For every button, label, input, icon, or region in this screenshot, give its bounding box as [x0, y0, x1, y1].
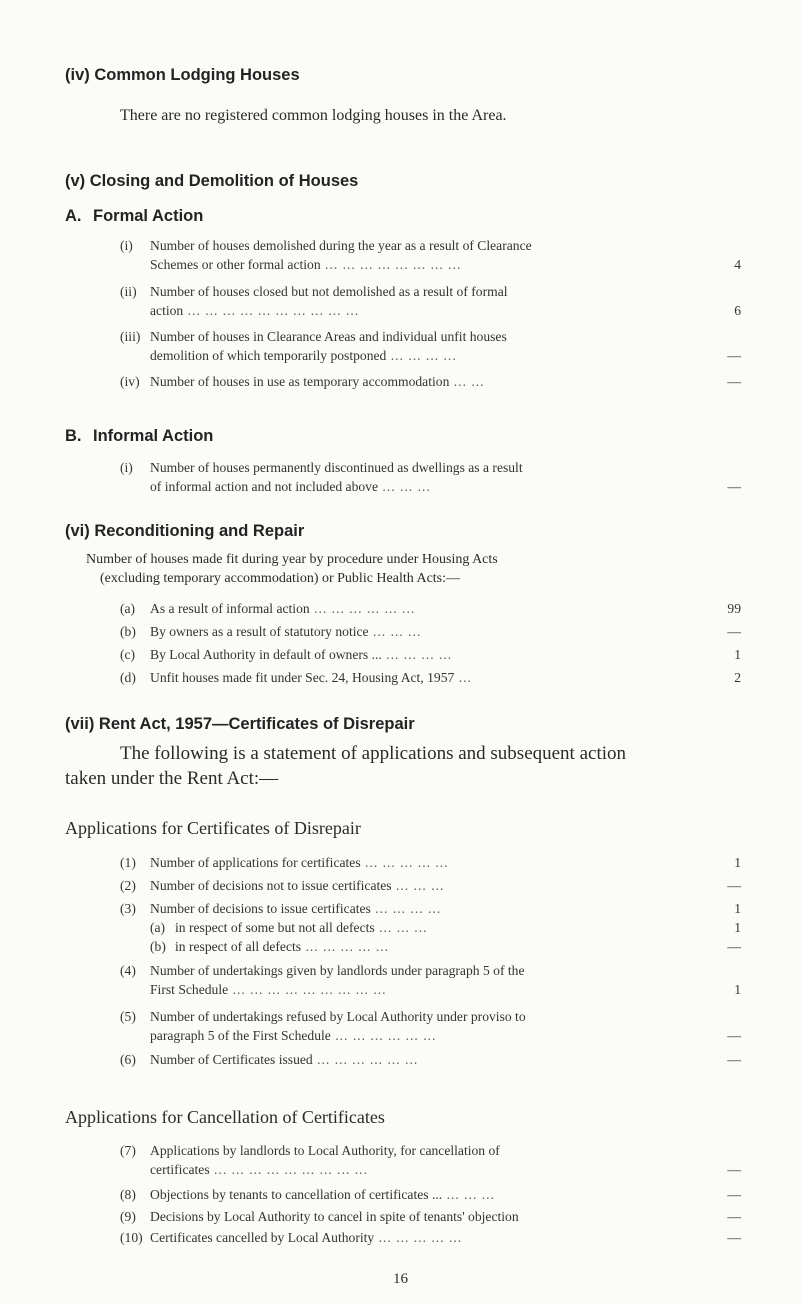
- section-v-title: (v) Closing and Demolition of Houses: [65, 172, 359, 190]
- subsection-b-letter: B.: [65, 427, 82, 445]
- item-value: 1: [734, 982, 741, 997]
- item-value: 6: [734, 303, 741, 318]
- item-number: (5): [120, 1009, 136, 1024]
- section-vi-intro: [86, 550, 746, 588]
- item-number: (i): [120, 460, 133, 475]
- item-value: —: [727, 479, 741, 494]
- item-number: (iv): [120, 374, 140, 389]
- item-text: As a result of informal action: [150, 601, 310, 616]
- item-text: Number of houses demolished during the year as a result of Clearance: [150, 238, 532, 253]
- disrepair-heading: Applications for Certificates of Disrepair: [65, 818, 361, 838]
- subsection-a-heading: [65, 207, 203, 226]
- item-text: By owners as a result of statutory notice: [150, 624, 369, 639]
- item-number: (1): [120, 855, 136, 870]
- section-iv-title: (iv) Common Lodging Houses: [65, 66, 300, 84]
- item-text-cont: of informal action and not included above: [150, 479, 379, 494]
- item-value: —: [727, 878, 741, 893]
- item-number: (i): [120, 238, 133, 253]
- item-number: (2): [120, 878, 136, 893]
- cancellation-heading: Applications for Cancellation of Certificates: [65, 1107, 385, 1127]
- section-vii-title: (vii) Rent Act, 1957—Certificates of Disrepair: [65, 715, 415, 733]
- item-text-cont: First Schedule: [150, 982, 229, 997]
- subsection-b-text: Informal Action: [93, 427, 214, 445]
- document-page: (iv) Common Lodging Houses There are no registered common lodging houses in the Area. (v) Closing and Demolition of Houses A. Formal Action (i) Number of houses demolished during the year as a result of Clearance Schemes or other formal action ... ... ... ... ... ... ... ... 4 (ii) Number of houses closed but not demolished as a result of formal action ... ... ... ... ... ... ... ... ... ... 6 (iii) Number of houses in Clearance Areas and individual unfit houses demolition of which temporarily postponed ... ... ... ... — (iv) Number of houses in use as temporary accommodation ... ... — B. Informal Action (i) Number of houses permanently discontinued as dwellings as a result of informal action and not included above ... ... ... — (vi) Reconditioning and Repair Number of houses made fit during year by procedure under Housing Acts (excluding temporary accommodation) or Public Health Acts:— (a) As a result of informal action ... ... ... ... ... ... 99 (b) By owners as a result of statutory notice ... ... ... — (c) By Local Authority in default of owners ... ... ... ... ... 1 (d) Unfit houses made fit under Sec. 24, Housing Act, 1957 ... 2 (vii) Rent Act, 1957—Certificates of Disrepair The following is a statement of applications and subsequent action taken under the Rent Act:— Applications for Certificates of Disrepair (1) Number of applications for certificates ... ... ... ... ... 1 (2) Number of decisions not to issue certificates ... ... ... — (3) Number of decisions to issue certificates ... ... ... ... 1 (a) in respect of some but not all defects ... ... ... 1 (b) in respect of all defects ... ... ... ... ... — (4) Number of undertakings given by landlords under paragraph 5 of the First Schedule ... ... ... ... ... ... ... ... ... 1 (5) Number of undertakings refused by Local Authority under proviso to paragraph 5 of the First Schedule ... ... ... ... ... ... — (6) Number of Certificates issued ... ... ... ... ... ... — Applications for Cancellation of Certificates (7) Applications by landlords to Local Authority, for cancellation of certificates ... ... ... ... ... ... ... ... ... — (8) Objections by tenants to cancellation of certificates ... ... ... ... — (9) Decisions by Local Authority to cancel in spite of tenants' objection — (10) Certificates cancelled by Local Authority ... ... ... ... ... — 16: [0, 0, 801, 1304]
- page-number: 16: [393, 1271, 408, 1287]
- item-text: Applications by landlords to Local Authority, for cancellation of: [150, 1143, 500, 1158]
- item-number: (b): [150, 939, 166, 954]
- item-text: Number of undertakings given by landlords under paragraph 5 of the: [150, 963, 525, 978]
- item-number: (3): [120, 901, 136, 916]
- item-text: Number of decisions to issue certificates: [150, 901, 371, 916]
- item-value: —: [727, 348, 741, 363]
- item-text: Number of houses in Clearance Areas and individual unfit houses: [150, 329, 507, 344]
- item-text: Number of Certificates issued: [150, 1052, 313, 1067]
- item-number: (d): [120, 670, 136, 685]
- item-text: Objections by tenants to cancellation of certificates ...: [150, 1187, 443, 1202]
- item-value: —: [727, 939, 741, 954]
- item-text: Certificates cancelled by Local Authority: [150, 1230, 375, 1245]
- item-value: —: [727, 1162, 741, 1177]
- item-number: (ii): [120, 284, 137, 299]
- section-vi-title: (vi) Reconditioning and Repair: [65, 522, 305, 540]
- item-text: Number of decisions not to issue certificates: [150, 878, 392, 893]
- item-value: 4: [734, 257, 741, 272]
- item-number: (a): [150, 920, 166, 935]
- item-value: 2: [734, 670, 741, 685]
- item-number: (10): [120, 1230, 143, 1245]
- item-value: —: [727, 1230, 741, 1245]
- item-text: in respect of some but not all defects: [175, 920, 375, 935]
- item-value: —: [727, 624, 741, 639]
- item-number: (b): [120, 624, 136, 639]
- item-value: —: [727, 1028, 741, 1043]
- item-number: (c): [120, 647, 136, 662]
- item-text: Number of applications for certificates: [150, 855, 361, 870]
- item-text-cont: demolition of which temporarily postponed: [150, 348, 387, 363]
- statement-line: The following is a statement of applications and subsequent action: [120, 743, 627, 764]
- statement-line: taken under the Rent Act:—: [65, 768, 279, 789]
- item-value: 1: [734, 920, 741, 935]
- item-number: (8): [120, 1187, 136, 1202]
- item-text-cont: certificates: [150, 1162, 210, 1177]
- section-vii-statement: [65, 741, 745, 791]
- item-value: —: [727, 1052, 741, 1067]
- item-text-cont: action: [150, 303, 184, 318]
- item-number: (9): [120, 1209, 136, 1224]
- item-text: Number of houses in use as temporary accommodation: [150, 374, 450, 389]
- intro-line: Number of houses made fit during year by procedure under Housing Acts: [86, 552, 498, 567]
- section-iv-text: There are no registered common lodging houses in the Area.: [120, 107, 507, 124]
- item-value: —: [727, 1209, 741, 1224]
- item-value: 1: [734, 901, 741, 916]
- item-number: (6): [120, 1052, 136, 1067]
- item-value: 1: [734, 855, 741, 870]
- item-text: Unfit houses made fit under Sec. 24, Housing Act, 1957: [150, 670, 455, 685]
- item-text: Decisions by Local Authority to cancel in spite of tenants' objection: [150, 1209, 519, 1224]
- item-number: (4): [120, 963, 136, 978]
- subsection-a-text: Formal Action: [93, 207, 204, 225]
- item-text: Number of houses permanently discontinued as dwellings as a result: [150, 460, 523, 475]
- item-value: —: [727, 1187, 741, 1202]
- item-value: 1: [734, 647, 741, 662]
- subsection-a-letter: A.: [65, 207, 82, 225]
- item-text: Number of houses closed but not demolished as a result of formal: [150, 284, 508, 299]
- item-text-cont: paragraph 5 of the First Schedule: [150, 1028, 331, 1043]
- item-text: Number of undertakings refused by Local Authority under proviso to: [150, 1009, 526, 1024]
- item-value: —: [727, 374, 741, 389]
- item-text-cont: Schemes or other formal action: [150, 257, 321, 272]
- intro-line: (excluding temporary accommodation) or Public Health Acts:—: [100, 571, 461, 586]
- item-value: 99: [727, 601, 741, 616]
- item-number: (iii): [120, 329, 141, 344]
- item-text: in respect of all defects: [175, 939, 302, 954]
- subsection-b-heading: [65, 427, 213, 446]
- item-number: (a): [120, 601, 136, 616]
- item-number: (7): [120, 1143, 136, 1158]
- item-text: By Local Authority in default of owners ...: [150, 647, 382, 662]
